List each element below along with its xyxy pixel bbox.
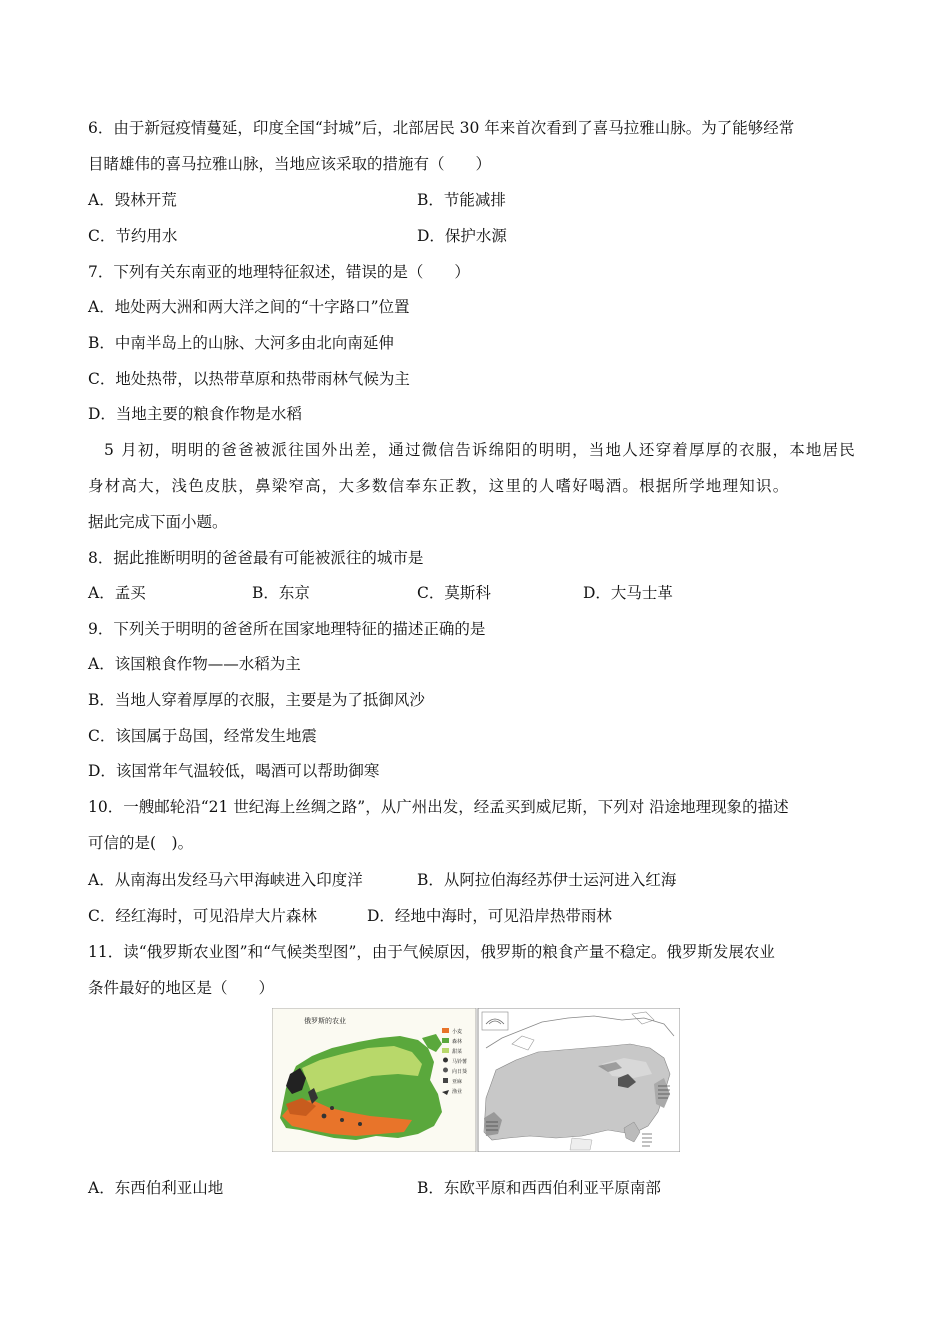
q6-option-a: A．毁林开荒	[88, 191, 177, 209]
russia-agriculture-map	[272, 1008, 476, 1152]
q7-option-b: B．中南半岛上的山脉、大河多由北向南延伸	[88, 334, 394, 352]
q7-option-c: C．地处热带，以热带草原和热带雨林气候为主	[88, 370, 410, 388]
q6-option-b: B．节能减排	[417, 191, 506, 209]
q6-option-c: C．节约用水	[88, 227, 178, 245]
legend-fishery: 渔业	[452, 1089, 463, 1095]
legend-wheat: 小麦	[452, 1029, 463, 1035]
q8-option-b: B．东京	[252, 584, 310, 602]
russia-maps-figure	[272, 1008, 680, 1152]
q9-option-d: D．该国常年气温较低，喝酒可以帮助御寒	[88, 762, 380, 780]
russia-climate-map	[478, 1008, 680, 1152]
q6-stem-line1: 6．由于新冠疫情蔓延，印度全国“封城”后，北部居民 30 年来首次看到了喜马拉雅山脉。为了能够经常	[88, 119, 795, 137]
q6-stem-line2: 目睹雄伟的喜马拉雅山脉，当地应该采取的措施有（ ）	[88, 155, 492, 173]
q10-stem-line1: 10．一艘邮轮沿“21 世纪海上丝绸之路”，从广州出发，经孟买到威尼斯，下列对 沿途地理现象的描述	[88, 798, 789, 816]
q10-stem-line2: 可信的是( )。	[88, 834, 194, 852]
legend-forest: 森林	[452, 1039, 463, 1045]
legend-beet: 甜菜	[452, 1049, 463, 1055]
q8-stem: 8．据此推断明明的爸爸最有可能被派往的城市是	[88, 549, 424, 567]
passage-line1: 5 月初，明明的爸爸被派往国外出差，通过微信告诉绵阳的明明，当地人还穿着厚厚的衣服，本地居民	[104, 441, 856, 459]
q8-option-d: D．大马士革	[583, 584, 673, 602]
q6-option-d: D．保护水源	[417, 227, 507, 245]
q11-option-a: A．东西伯利亚山地	[88, 1179, 224, 1197]
q9-option-c: C．该国属于岛国，经常发生地震	[88, 727, 317, 745]
q10-option-c: C．经红海时，可见沿岸大片森林	[88, 907, 317, 925]
passage-line2: 身材高大，浅色皮肤，鼻梁窄高，大多数信奉东正教，这里的人嗜好喝酒。根据所学地理知识。	[88, 477, 790, 495]
q10-option-b: B．从阿拉伯海经苏伊士运河进入红海	[417, 871, 677, 889]
q10-option-a: A．从南海出发经马六甲海峡进入印度洋	[88, 871, 363, 889]
q9-option-b: B．当地人穿着厚厚的衣服，主要是为了抵御风沙	[88, 691, 425, 709]
q10-option-d: D．经地中海时，可见沿岸热带雨林	[367, 907, 612, 925]
passage-line3: 据此完成下面小题。	[88, 513, 228, 531]
q11-option-b: B．东欧平原和西西伯利亚平原南部	[417, 1179, 661, 1197]
legend-flax: 亚麻	[452, 1079, 463, 1085]
q8-option-a: A．孟买	[88, 584, 146, 602]
q9-option-a: A．该国粮食作物——水稻为主	[88, 655, 301, 673]
legend-potato: 马铃薯	[452, 1059, 468, 1065]
legend-sunflower: 向日葵	[452, 1069, 468, 1075]
agri-map-title: 俄罗斯的农业	[304, 1017, 346, 1025]
q7-option-a: A．地处两大洲和两大洋之间的“十字路口”位置	[88, 298, 410, 316]
q8-option-c: C．莫斯科	[417, 584, 491, 602]
q7-option-d: D．当地主要的粮食作物是水稻	[88, 405, 302, 423]
q9-stem: 9．下列关于明明的爸爸所在国家地理特征的描述正确的是	[88, 620, 486, 638]
q11-stem-line2: 条件最好的地区是（ ）	[88, 979, 275, 997]
q11-stem-line1: 11．读“俄罗斯农业图”和“气候类型图”，由于气候原因，俄罗斯的粮食产量不稳定。俄罗斯发展农业	[88, 943, 775, 961]
q7-stem: 7．下列有关东南亚的地理特征叙述，错误的是（ ）	[88, 263, 470, 281]
